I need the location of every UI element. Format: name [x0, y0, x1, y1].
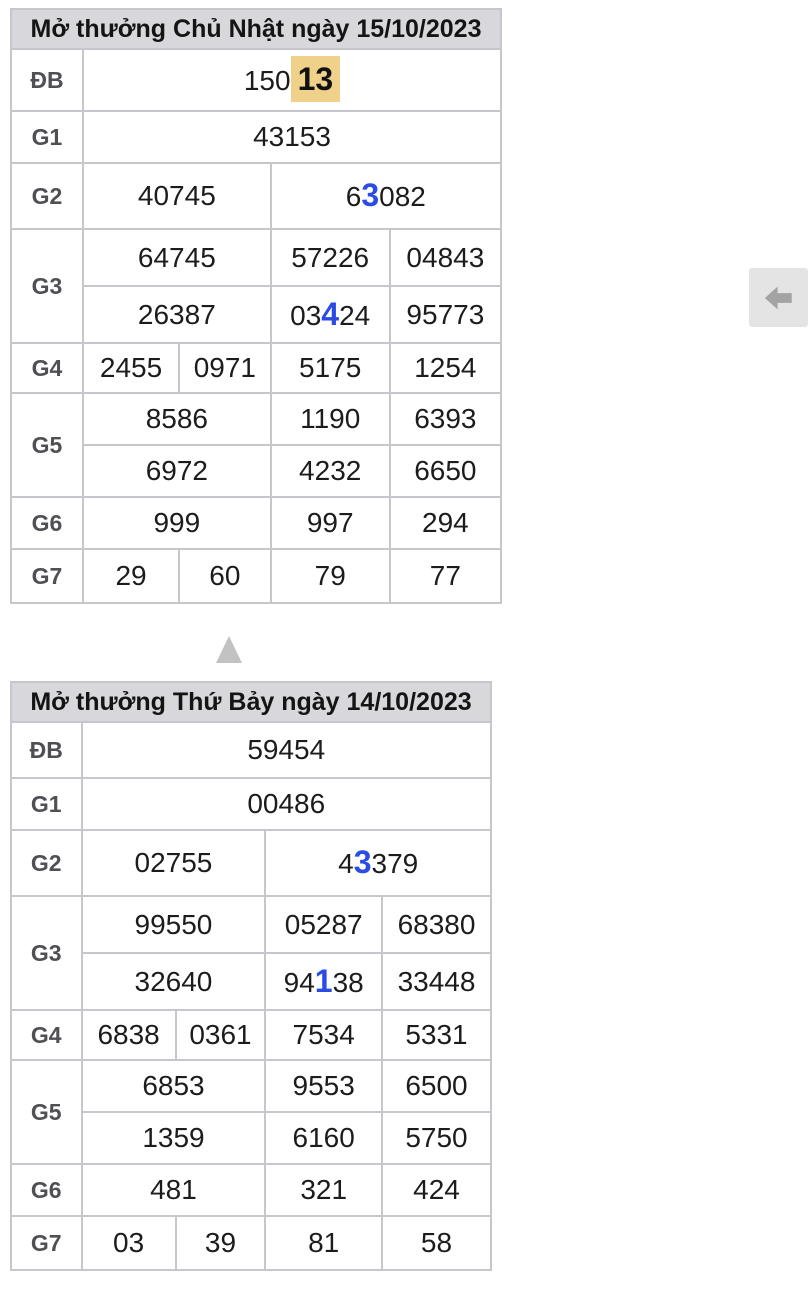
- prize-number-cell: [265, 1010, 382, 1060]
- prize-label-g5: G5: [11, 393, 83, 497]
- digits: 5175: [299, 352, 362, 384]
- prize-label-g3: G3: [11, 896, 82, 1010]
- prize-number-cell: [265, 1060, 382, 1112]
- prize-number-cell: [265, 953, 382, 1010]
- prize-row-g1: [11, 111, 501, 163]
- digits: 59454: [247, 734, 326, 766]
- prize-number-cell: [82, 953, 266, 1010]
- digits: 082: [379, 181, 426, 213]
- digits: 60: [209, 560, 241, 592]
- prize-number-cell: [82, 1010, 176, 1060]
- digits: 04843: [406, 241, 485, 273]
- digits: 1359: [142, 1122, 205, 1154]
- prize-number-cell: [390, 343, 501, 393]
- prize-number-cell: [83, 393, 271, 445]
- prize-number-cell: [382, 1010, 491, 1060]
- digits: 321: [300, 1174, 348, 1206]
- prize-number-cell: [82, 1216, 176, 1270]
- digits: 99550: [134, 908, 213, 940]
- prize-row-g7: [11, 549, 501, 603]
- digits: 68380: [397, 908, 476, 940]
- prize-row-g3: [11, 896, 491, 953]
- digits: 77: [429, 560, 461, 592]
- digits: 997: [306, 507, 354, 539]
- digits: 7534: [292, 1019, 355, 1051]
- prize-label-g4: G4: [11, 1010, 82, 1060]
- prize-number-cell: [271, 497, 390, 549]
- prize-number-cell: [271, 393, 390, 445]
- prize-number-cell: [83, 163, 271, 229]
- prize-label-g2: G2: [11, 163, 83, 229]
- prize-row-g5: [11, 393, 501, 445]
- digits: 4: [338, 848, 354, 880]
- prize-row-g6: [11, 1164, 491, 1216]
- prize-row-g4: [11, 1010, 491, 1060]
- prize-number-cell: [390, 229, 501, 286]
- prize-number-cell: [382, 1216, 491, 1270]
- prize-row-g3: [11, 953, 491, 1010]
- prize-number-cell: [271, 229, 390, 286]
- prize-number-cell: [82, 1112, 266, 1164]
- digits: 6972: [145, 455, 208, 487]
- digits: 2455: [99, 352, 163, 384]
- scroll-up-triangle-icon[interactable]: [216, 636, 242, 663]
- digits: 5750: [405, 1122, 468, 1154]
- prize-number-cell: [382, 896, 491, 953]
- digits: 424: [413, 1174, 460, 1206]
- prize-number-cell: [271, 163, 501, 229]
- back-arrow-icon: [760, 281, 798, 315]
- digits: 64745: [137, 241, 216, 273]
- prize-number-cell: [179, 549, 271, 603]
- prize-label-g6: G6: [11, 1164, 82, 1216]
- lottery-table-sunday: [10, 8, 502, 604]
- blue-special-digit: 3: [361, 177, 380, 214]
- digits: 38: [332, 966, 364, 998]
- highlighted-digits: 13: [291, 56, 341, 102]
- prize-number-cell: [83, 229, 271, 286]
- digits: 39: [204, 1227, 237, 1259]
- digits: 57226: [291, 241, 370, 273]
- prize-number-cell: [83, 343, 179, 393]
- prize-number-cell: [83, 549, 179, 603]
- prize-number-cell: [382, 1164, 491, 1216]
- prize-number-cell: [271, 445, 390, 497]
- prize-number-cell: [82, 1164, 266, 1216]
- lottery-result-block-previous: [10, 681, 492, 1271]
- digits: 6: [345, 181, 362, 213]
- prize-number-cell: [265, 830, 491, 896]
- digits: 58: [420, 1227, 453, 1259]
- prize-number-cell: [382, 1112, 491, 1164]
- prize-label-g6: G6: [11, 497, 83, 549]
- digits: 379: [371, 848, 419, 880]
- prize-number-cell: [83, 445, 271, 497]
- digits: 03: [113, 1227, 145, 1259]
- digits: 1254: [414, 352, 477, 384]
- prize-number-cell: [82, 830, 266, 896]
- digits: 6160: [292, 1122, 355, 1154]
- lottery-result-block-current: [10, 8, 502, 604]
- prize-row-g2: [11, 830, 491, 896]
- digits: 1190: [300, 403, 361, 435]
- prize-row-g1: [11, 778, 491, 830]
- back-arrow-button[interactable]: [749, 268, 808, 327]
- digits: 6500: [405, 1070, 468, 1102]
- prize-number-cell: [271, 286, 390, 343]
- prize-row-g6: [11, 497, 501, 549]
- digits: 95773: [406, 298, 485, 330]
- prize-row-g5: [11, 445, 501, 497]
- digits: 0971: [193, 352, 256, 384]
- prize-row-g7: [11, 1216, 491, 1270]
- prize-label-g7: G7: [11, 1216, 82, 1270]
- table-title: Mở thưởng Chủ Nhật ngày 15/10/2023: [11, 9, 501, 49]
- lottery-table-saturday: [10, 681, 492, 1271]
- digits: 33448: [397, 965, 476, 997]
- prize-number-cell: [83, 111, 501, 163]
- prize-label-db: ĐB: [11, 49, 83, 111]
- prize-label-g1: G1: [11, 778, 82, 830]
- digits: 0361: [189, 1019, 252, 1051]
- prize-number-cell: [83, 286, 271, 343]
- digits: 26387: [137, 298, 216, 330]
- prize-number-cell: [390, 497, 501, 549]
- prize-label-g4: G4: [11, 343, 83, 393]
- blue-special-digit: 4: [321, 295, 340, 332]
- digits: 32640: [134, 965, 213, 997]
- prize-row-g3: [11, 229, 501, 286]
- prize-label-g5: G5: [11, 1060, 82, 1164]
- digits: 6853: [142, 1070, 205, 1102]
- digits: 6650: [414, 455, 477, 487]
- prize-label-g1: G1: [11, 111, 83, 163]
- prize-number-cell: [271, 549, 390, 603]
- prize-number-cell: [176, 1216, 266, 1270]
- digits: 29: [115, 560, 147, 592]
- prize-number-cell: [82, 722, 491, 778]
- digits: 6393: [414, 403, 477, 435]
- prize-label-g2: G2: [11, 830, 82, 896]
- digits: 5331: [405, 1019, 468, 1051]
- blue-special-digit: 3: [353, 844, 372, 881]
- prize-number-cell: [390, 393, 501, 445]
- prize-number-cell: [390, 549, 501, 603]
- prize-number-cell: [83, 49, 501, 111]
- prize-rows: [11, 49, 501, 603]
- prize-row-g3: [11, 286, 501, 343]
- digits: 294: [422, 507, 469, 539]
- prize-number-cell: [176, 1010, 266, 1060]
- prize-number-cell: [265, 1112, 382, 1164]
- prize-row-g2: [11, 163, 501, 229]
- digits: 481: [150, 1174, 197, 1206]
- prize-number-cell: [82, 896, 266, 953]
- digits: 02755: [134, 847, 213, 879]
- prize-number-cell: [265, 896, 382, 953]
- digits: 9553: [292, 1070, 355, 1102]
- digits: 4232: [299, 455, 362, 487]
- prize-number-cell: [83, 497, 271, 549]
- digits: 79: [314, 560, 346, 592]
- table-title: Mở thưởng Thứ Bảy ngày 14/10/2023: [11, 682, 491, 722]
- digits: 94: [283, 966, 315, 998]
- prize-number-cell: [179, 343, 271, 393]
- prize-number-cell: [265, 1216, 382, 1270]
- prize-number-cell: [82, 1060, 266, 1112]
- prize-number-cell: [271, 343, 390, 393]
- digits: 40745: [137, 180, 216, 212]
- prize-label-g7: G7: [11, 549, 83, 603]
- digits: 03: [290, 299, 322, 331]
- prize-row-g5: [11, 1060, 491, 1112]
- blue-special-digit: 1: [314, 962, 333, 999]
- digits: 8586: [145, 403, 208, 435]
- prize-label-g3: G3: [11, 229, 83, 343]
- prize-number-cell: [82, 778, 491, 830]
- prize-number-cell: [265, 1164, 382, 1216]
- prize-row-db: [11, 49, 501, 111]
- digits: 24: [339, 299, 371, 331]
- prize-number-cell: [390, 445, 501, 497]
- digits: 150: [243, 65, 291, 97]
- digits: 6838: [97, 1019, 160, 1051]
- prize-label-db: ĐB: [11, 722, 82, 778]
- digits: 00486: [247, 788, 326, 820]
- digits: 43153: [253, 121, 331, 153]
- prize-number-cell: [390, 286, 501, 343]
- prize-row-g4: [11, 343, 501, 393]
- prize-row-db: [11, 722, 491, 778]
- digits: 81: [308, 1227, 340, 1259]
- prize-row-g5: [11, 1112, 491, 1164]
- digits: 05287: [284, 908, 363, 940]
- prize-number-cell: [382, 1060, 491, 1112]
- digits: 999: [153, 507, 201, 539]
- prize-number-cell: [382, 953, 491, 1010]
- prize-rows: [11, 722, 491, 1270]
